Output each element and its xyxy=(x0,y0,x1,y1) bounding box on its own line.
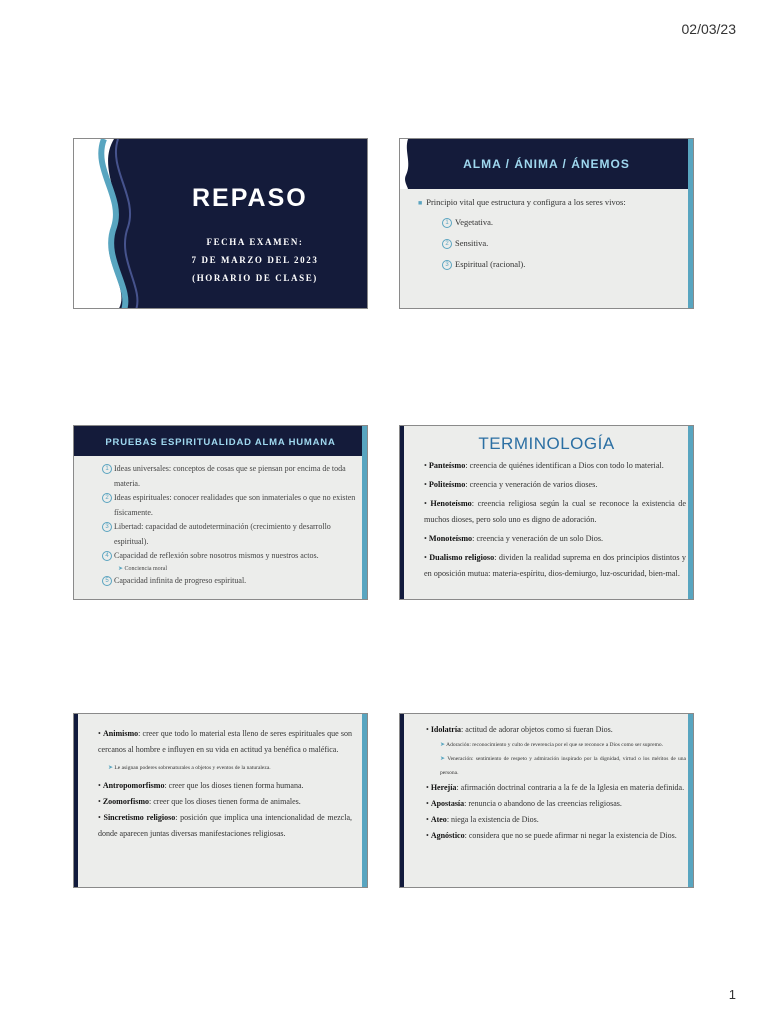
circled-number-icon: 5 xyxy=(102,576,112,586)
slide-body xyxy=(98,726,352,842)
list-item-text: Capacidad infinita de progreso espiritual. xyxy=(114,575,247,585)
sub-list-item xyxy=(426,738,686,752)
slide-body xyxy=(418,197,688,280)
term: Dualismo religioso xyxy=(429,553,495,562)
definition: : actitud de adorar objetos como si fueran Dios. xyxy=(461,725,613,734)
sub-list-text: Le asignan poderes sobrenaturales a objetos y eventos de la naturaleza. xyxy=(114,765,271,771)
list-item xyxy=(442,259,688,270)
exam-date: 7 DE MARZO DEL 2023 xyxy=(191,255,319,265)
circled-number-icon: 1 xyxy=(102,464,112,474)
circled-number-icon: 4 xyxy=(102,551,112,561)
definition: : creencia de quiénes identifican a Dios con todo lo material. xyxy=(465,461,664,470)
sub-list-item xyxy=(104,564,356,574)
term: Panteísmo xyxy=(428,461,466,470)
slide-title: REPASO xyxy=(192,184,308,212)
accent-bar xyxy=(688,426,693,599)
definition: : posición que implica una intencionalidad de mezcla, donde aparecen juntas diversas manifestaciones religiosas. xyxy=(98,813,353,838)
list-item-text: Capacidad de reflexión sobre nosotros mismos y nuestros actos. xyxy=(114,551,319,560)
term: Zoomorfismo xyxy=(102,797,150,806)
term-item: • Antropomorfismo: creer que los dioses tienen forma humana. xyxy=(98,781,304,790)
slide-title: ALMA / ÁNIMA / ÁNEMOS xyxy=(463,157,630,171)
list-item-text: Libertad: capacidad de autodeterminación (crecimiento y desarrollo espiritual). xyxy=(114,522,331,546)
slide-body xyxy=(424,458,686,585)
exam-schedule: (HORARIO DE CLASE) xyxy=(192,273,318,283)
term: Antropomorfismo xyxy=(102,781,165,790)
term-item: • Animismo: creer que todo lo material esta lleno de seres espirituales que son cercanos al hombre e influyen en su vida en actitud ya benéfica o maléfica. xyxy=(98,729,352,754)
left-bar xyxy=(74,714,78,887)
term-item: • Politeísmo: creencia y veneración de varios dioses. xyxy=(424,480,598,489)
list-item-text: Sensitiva. xyxy=(455,238,489,249)
slide-title: PRUEBAS ESPIRITUALIDAD ALMA HUMANA xyxy=(105,437,336,448)
list-item xyxy=(104,520,356,549)
list-item xyxy=(104,462,356,491)
definition: : creencia religiosa según la cual se reconoce la existencia de muchos dioses, pero solo uno es digno de adoración. xyxy=(424,499,686,524)
accent-bar xyxy=(362,426,367,599)
term-item: • Dualismo religioso: dividen la realidad suprema en dos principios distintos y en oposición mutua: materia-espíritu, dios-demiurgo, luz-oscuridad, bien-mal. xyxy=(424,553,686,578)
definition: : dividen la realidad suprema en dos principios distintos y en oposición mutua: materia-espíritu, dios-demiurgo, luz-oscuridad, bien-mal. xyxy=(424,553,686,578)
left-bar xyxy=(400,714,404,887)
term: Apostasía xyxy=(430,799,465,808)
bullet-text: Principio vital que estructura y configura a los seres vivos: xyxy=(426,197,626,207)
slide-alma xyxy=(399,138,694,309)
slide-title: TERMINOLOGÍA xyxy=(478,434,615,453)
list-item xyxy=(104,574,356,589)
term-item: • Panteísmo: creencia de quiénes identifican a Dios con todo lo material. xyxy=(424,461,664,470)
definition: : creer que los dioses tienen forma humana. xyxy=(164,781,304,790)
sub-list-item xyxy=(426,752,686,780)
definition: : renuncia o abandono de las creencias religiosas. xyxy=(464,799,622,808)
circled-number-icon: 3 xyxy=(102,522,112,532)
page-number: 1 xyxy=(728,987,736,1002)
decorative-wave xyxy=(74,139,174,309)
term: Ateo xyxy=(430,815,447,824)
list-item-text: Ideas universales: conceptos de cosas que se piensan por encima de toda materia. xyxy=(114,464,346,488)
term: Agnóstico xyxy=(430,831,465,840)
slide-animismo xyxy=(73,713,368,888)
exam-label: FECHA EXAMEN: xyxy=(206,237,304,247)
term-item: • Monoteísmo: creencia y veneración de un solo Dios. xyxy=(424,534,604,543)
circled-number-icon: 1 xyxy=(442,218,452,228)
term-item: • Zoomorfismo: creer que los dioses tienen forma de animales. xyxy=(98,797,301,806)
arrow-bullet-icon: ➤ xyxy=(440,756,446,762)
square-bullet-icon: ■ xyxy=(418,199,423,207)
sub-list-item xyxy=(98,762,352,774)
arrow-bullet-icon: ➤ xyxy=(118,565,124,572)
term-item: • Agnóstico: considera que no se puede afirmar ni negar la existencia de Dios. xyxy=(426,831,677,840)
list-item-text: Espiritual (racional). xyxy=(455,259,526,270)
slide-body xyxy=(426,722,686,844)
list-item xyxy=(104,491,356,520)
list-item xyxy=(104,549,356,564)
slide-idolatria xyxy=(399,713,694,888)
slide-terminologia xyxy=(399,425,694,600)
term-item: • Sincretismo religioso: posición que implica una intencionalidad de mezcla, donde aparecen juntas diversas manifestaciones religiosas. xyxy=(98,813,353,838)
definition: : afirmación doctrinal contraria a la fe de la Iglesia en materia definida. xyxy=(456,783,685,792)
definition: : creer que los dioses tienen forma de animales. xyxy=(149,797,301,806)
arrow-bullet-icon: ➤ xyxy=(440,742,446,748)
term: Herejía xyxy=(430,783,457,792)
slide-header xyxy=(74,426,367,456)
term-item: • Idolatría: actitud de adorar objetos como si fueran Dios. xyxy=(426,725,613,734)
term: Henoteísmo xyxy=(430,499,472,508)
definition: : considera que no se puede afirmar ni negar la existencia de Dios. xyxy=(464,831,677,840)
term: Sincretismo religioso xyxy=(103,813,176,822)
list-item xyxy=(442,238,688,249)
accent-bar xyxy=(688,714,693,887)
sub-list-text: Conciencia moral xyxy=(124,565,168,572)
term: Animismo xyxy=(103,729,139,738)
term-item: • Henoteísmo: creencia religiosa según la cual se reconoce la existencia de muchos dioses, pero solo uno es digno de adoración. xyxy=(424,499,686,524)
term: Monoteísmo xyxy=(428,534,473,543)
circled-number-icon: 2 xyxy=(442,239,452,249)
slide-repaso xyxy=(73,138,368,309)
term-item: • Herejía: afirmación doctrinal contraria a la fe de la Iglesia en materia definida. xyxy=(426,783,685,792)
term: Politeísmo xyxy=(428,480,466,489)
slide-header xyxy=(400,139,693,189)
list-item-text: Vegetativa. xyxy=(455,217,493,227)
definition: : creencia y veneración de un solo Dios. xyxy=(472,534,604,543)
term-item: • Apostasía: renuncia o abandono de las creencias religiosas. xyxy=(426,799,622,808)
definition: : creencia y veneración de varios dioses. xyxy=(465,480,598,489)
accent-bar xyxy=(688,139,693,308)
list-item xyxy=(442,217,688,228)
term-item: • Ateo: niega la existencia de Dios. xyxy=(426,815,539,824)
circled-number-icon: 3 xyxy=(442,260,452,270)
document-date: 02/03/23 xyxy=(681,21,736,37)
term: Idolatría xyxy=(430,725,462,734)
sub-list-text: Veneración: sentimiento de respeto y admiración inspirado por la dignidad, virtud o los méritos de una persona. xyxy=(440,756,686,776)
definition: : niega la existencia de Dios. xyxy=(446,815,539,824)
slide-pruebas xyxy=(73,425,368,600)
accent-bar xyxy=(362,714,367,887)
definition: : creer que todo lo material esta lleno de seres espirituales que son cercanos al hombre e influyen en su vida en actitud ya benéfica o maléfica. xyxy=(98,729,352,754)
sub-list-text: Adoración: reconocimiento y culto de reverencia por el que se reconoce a Dios como ser supremo. xyxy=(446,742,663,748)
list-item-text: Ideas espirituales: conocer realidades que son inmateriales o que no existen físicamente. xyxy=(114,493,356,517)
exam-info xyxy=(180,233,330,287)
arrow-bullet-icon: ➤ xyxy=(108,765,114,771)
circled-number-icon: 2 xyxy=(102,493,112,503)
slide-body xyxy=(104,462,356,588)
